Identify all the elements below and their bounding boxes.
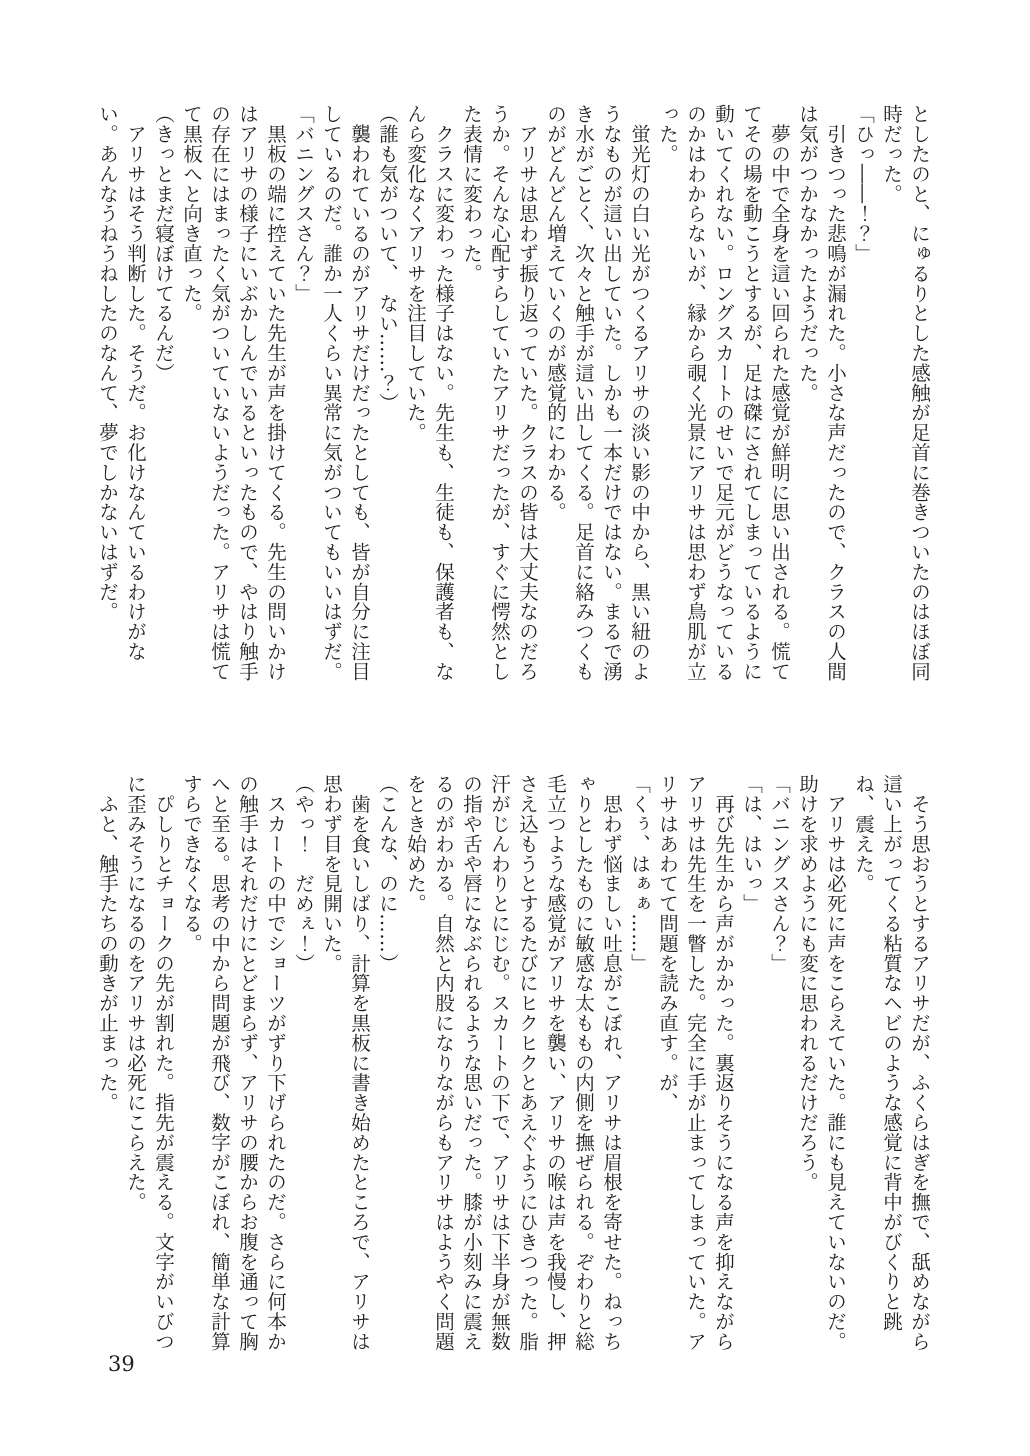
text-line: そう思おうとするアリサだが、ふくらはぎを撫で、舐めながら xyxy=(908,774,931,1352)
text-line: んら変化なくアリサを注目していた。 xyxy=(404,104,427,443)
text-line: アリサはそう判断した。そうだ。お化けなんているわけがな xyxy=(124,104,147,662)
text-line: った。 xyxy=(656,104,679,164)
text-line: をとき始めた。 xyxy=(404,774,427,914)
text-line: のかはわからないが、縁から覗く光景にアリサは思わず鳥肌が立 xyxy=(684,104,707,682)
text-line: て黒板へと向き直った。 xyxy=(180,104,203,323)
page-number: 39 xyxy=(108,1352,135,1376)
text-line: 動いてくれない。ロングスカートのせいで足元がどうなっている xyxy=(712,104,735,682)
text-line: の存在にはまったく気がついていないようだった。アリサは慌て xyxy=(208,104,231,682)
text-line: は気がつかなかったようだった。 xyxy=(796,104,819,403)
text-line: 黒板の端に控えていた先生が声を掛けてくる。先生の問いかけ xyxy=(264,104,287,682)
text-line: 「バニングスさん？」 xyxy=(292,104,315,303)
text-line: に歪みそうになるのをアリサは必死にこらえた。 xyxy=(124,774,147,1212)
text-line: た表情に変わった。 xyxy=(460,104,483,284)
text-line: （やっ！ だめぇ！） xyxy=(292,774,315,973)
text-line: 助けを求めようにも変に思われるだけだろう。 xyxy=(796,774,819,1192)
text-line: ぴしりとチョークの先が割れた。指先が震える。文字がいびつ xyxy=(152,774,175,1352)
text-line: 襲われているのがアリサだけだったとしても、皆が自分に注目 xyxy=(348,104,371,682)
text-line: 「くぅ、はぁぁ……」 xyxy=(628,774,651,973)
text-line: ふと、触手たちの動きが止まった。 xyxy=(96,774,119,1113)
text-line: 汗がじんわりとにじむ。スカートの下で、アリサは下半身が無数 xyxy=(488,774,511,1352)
text-line: はアリサの様子にいぶかしんでいるといったもので、やはり触手 xyxy=(236,104,259,682)
text-line: アリサは必死に声をこらえていた。誰にも見えていないのだ。 xyxy=(824,774,847,1352)
text-line: てその場を動こうとするが、足は磔にされてしまっているように xyxy=(740,104,763,682)
text-line: 夢の中で全身を這い回られた感覚が鮮明に思い出される。慌て xyxy=(768,104,791,682)
text-line: 「バニングスさん？」 xyxy=(768,774,791,973)
bottom-text-block xyxy=(93,774,933,1370)
text-line: （誰も気がついて、 ない……？） xyxy=(376,104,399,413)
text-line: すらできなくなる。 xyxy=(180,774,203,954)
text-line: 再び先生から声がかかった。裏返りそうになる声を抑えながら xyxy=(712,774,735,1352)
text-line: き水がごとく、次々と触手が這い出してくる。足首に絡みつくも xyxy=(572,104,595,682)
text-line: うなものが這い出していた。しかも一本だけではない。まるで湧 xyxy=(600,104,623,682)
text-line: 思わず目を見開いた。 xyxy=(320,774,343,973)
text-line: 引きつった悲鳴が漏れた。小さな声だったので、クラスの人間 xyxy=(824,104,847,682)
text-line: のがどんどん増えていくのが感覚的にわかる。 xyxy=(544,104,567,522)
text-line: （きっとまだ寝ぼけてるんだ） xyxy=(152,104,175,383)
text-line: るのがわかる。自然と内股になりながらもアリサはようやく問題 xyxy=(432,774,455,1352)
text-line: 「ひっ――！？」 xyxy=(852,104,875,264)
text-line: クラスに変わった様子はない。先生も、生徒も、保護者も、な xyxy=(432,104,455,682)
text-line: ね、震えた。 xyxy=(852,774,875,894)
text-line: 時だった。 xyxy=(880,104,903,204)
text-line: としたのと、にゅるりとした感触が足首に巻きついたのはほぼ同 xyxy=(908,104,931,682)
text-line: さえ込もうとするたびにヒクヒクとあえぐようにひきつった。脂 xyxy=(516,774,539,1352)
text-line: 歯を食いしばり、計算を黒板に書き始めたところで、アリサは xyxy=(348,774,371,1352)
top-text-block xyxy=(93,104,933,700)
text-line: 「は、はいっ」 xyxy=(740,774,763,914)
text-line: うか。そんな心配すらしていたアリサだったが、すぐに愕然とし xyxy=(488,104,511,682)
text-line: へと至る。思考の中から問題が飛び、数字がこぼれ、簡単な計算 xyxy=(208,774,231,1352)
text-line: アリサは思わず振り返っていた。クラスの皆は大丈夫なのだろ xyxy=(516,104,539,682)
text-line: 思わず悩ましい吐息がこぼれ、アリサは眉根を寄せた。ねっち xyxy=(600,774,623,1352)
text-line: の指や舌や唇になぶられるような思いだった。膝が小刻みに震え xyxy=(460,774,483,1352)
text-line: リサはあわてて問題を読み直す。が、 xyxy=(656,774,679,1113)
text-line: い。あんなうねうねしたのなんて、夢でしかないはずだ。 xyxy=(96,104,119,622)
text-line: の触手はそれだけにとどまらず、アリサの腰からお腹を通って胸 xyxy=(236,774,259,1352)
text-line: 毛立つような感覚がアリサを襲い、アリサの喉は声を我慢し、押 xyxy=(544,774,567,1352)
text-line: しているのだ。誰か一人くらい異常に気がついてもいいはずだ。 xyxy=(320,104,343,682)
text-line: 這い上がってくる粘質なヘビのような感覚に背中がびくりと跳 xyxy=(880,774,903,1332)
text-line: 蛍光灯の白い光がつくるアリサの淡い影の中から、黒い紐のよ xyxy=(628,104,651,682)
text-line: スカートの中でショーツがずり下げられたのだ。さらに何本か xyxy=(264,774,287,1352)
text-line: （こんな、のに……） xyxy=(376,774,399,973)
text-line: アリサは先生を一瞥した。完全に手が止まってしまっていた。ア xyxy=(684,774,707,1352)
text-line: ゃりとしたものに敏感な太ももの内側を撫ぜられる。ぞわりと総 xyxy=(572,774,595,1352)
